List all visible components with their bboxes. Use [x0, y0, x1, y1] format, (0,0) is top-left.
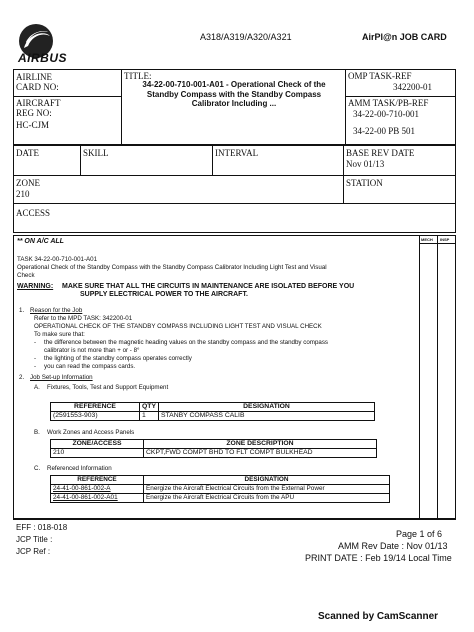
omp-task-ref-label: OMP TASK-REF [348, 71, 412, 81]
section-1-number: 1. [19, 307, 25, 314]
station-label: STATION [346, 178, 383, 188]
subsection-b-label: B. [34, 429, 40, 436]
skill-label: SKILL [83, 148, 109, 158]
section-1-ref: Refer to the MPD TASK: 342200-01 [34, 315, 133, 322]
access-label: ACCESS [16, 208, 51, 218]
applicability: ** ON A/C ALL [17, 238, 64, 245]
job-card-title: AirPl@n JOB CARD [362, 32, 447, 42]
section-1-bullet-1: the difference between the magnetic heading values on the standby compass and the standby compass [44, 339, 329, 346]
zones-table [50, 439, 377, 458]
table-header: DESIGNATION [159, 403, 375, 412]
table-header-row [51, 403, 375, 412]
bullet-dash: - [34, 355, 37, 362]
task-description-cont: Check [17, 272, 35, 279]
table-cell-link[interactable]: 24-41-00-861-002-A01 [51, 494, 144, 503]
table-cell: Energize the Aircraft Electrical Circuits from the APU [144, 494, 390, 503]
date-label: DATE [16, 148, 39, 158]
insp-column-label: INSP [440, 237, 450, 242]
warning-text-1: MAKE SURE THAT ALL THE CIRCUITS IN MAINTENANCE ARE ISOLATED BEFORE YOU [62, 283, 355, 290]
table-cell: STANBY COMPASS CALIB [159, 412, 375, 421]
aircraft-reg-value: HC-CJM [16, 120, 50, 130]
table-header: QTY [140, 403, 159, 412]
table-header: REFERENCE [51, 476, 144, 485]
section-1-bullet-2: the lighting of the standby compass operates correctly [44, 355, 192, 362]
jcp-ref-label: JCP Ref : [16, 547, 51, 556]
base-rev-date-value: Nov 01/13 [346, 159, 385, 169]
zone-value: 210 [16, 189, 30, 199]
airline-card-label: AIRLINE CARD NO: [16, 72, 59, 92]
table-header: ZONE DESCRIPTION [144, 440, 377, 449]
table-row [51, 449, 377, 458]
section-1-intro: To make sure that: [34, 331, 85, 338]
page-number: Page 1 of 6 [396, 529, 443, 539]
subsection-a-label: A. [34, 384, 40, 391]
base-rev-date-label: BASE REV DATE [346, 148, 415, 158]
subsection-c-label: C. [34, 465, 41, 472]
section-2-number: 2. [19, 374, 25, 381]
referenced-info-table [50, 475, 390, 503]
section-1-bullet-3: you can read the compass cards. [44, 363, 136, 370]
amm-pb-ref-value: 34-22-00 PB 501 [353, 126, 416, 136]
table-cell: Energize the Aircraft Electrical Circuits from the External Power [144, 485, 390, 494]
table-cell-link[interactable]: 24-41-00-861-002-A [51, 485, 144, 494]
task-title: 34-22-00-710-001-A01 - Operational Check of the Standby Compass with the Standby Compass Calibrator Including ... [142, 80, 326, 108]
table-header-row [51, 440, 377, 449]
table-row [51, 494, 390, 503]
subsection-a-title: Fixtures, Tools, Test and Support Equipment [47, 384, 169, 391]
jcp-title-label: JCP Title : [16, 535, 53, 544]
zone-label: ZONE [16, 178, 40, 188]
amm-task-ref-label: AMM TASK/PB-REF [348, 98, 429, 108]
subsection-c-title: Referenced Information [47, 465, 112, 472]
tools-table [50, 402, 375, 421]
task-description: Operational Check of the Standby Compass with the Standby Compass Calibrator Including Light Test and Visual [17, 264, 327, 271]
table-header-row [51, 476, 390, 485]
airbus-wordmark: AIRBUS [18, 51, 68, 65]
bullet-dash: - [34, 363, 37, 370]
subsection-b-title: Work Zones and Access Panels [47, 429, 135, 436]
interval-label: INTERVAL [215, 148, 259, 158]
amm-task-ref-value: 34-22-00-710-001 [353, 109, 419, 119]
table-header: REFERENCE [51, 403, 140, 412]
warning-label: WARNING: [17, 283, 54, 290]
amm-rev-date: AMM Rev Date : Nov 01/13 [338, 541, 448, 551]
table-header: DESIGNATION [144, 476, 390, 485]
table-header: ZONE/ACCESS [51, 440, 144, 449]
table-cell: CKPT,FWD COMPT BHD TO FLT COMPT BULKHEAD [144, 449, 377, 458]
warning-text-2: SUPPLY ELECTRICAL POWER TO THE AIRCRAFT. [80, 291, 248, 298]
table-cell: 1 [140, 412, 159, 421]
omp-task-ref-value: 342200-01 [393, 82, 432, 92]
section-1-bullet-1-cont: calibrator is not more than + or - 8° [44, 347, 140, 354]
table-row [51, 412, 375, 421]
effectivity: EFF : 018-018 [16, 523, 68, 532]
mech-column-label: MECH [421, 237, 433, 242]
title-label: TITLE: [124, 71, 152, 81]
section-2-title: Job Set-up Information [30, 374, 93, 381]
table-cell: 210 [51, 449, 144, 458]
section-1-check: OPERATIONAL CHECK OF THE STANDBY COMPASS INCLUDING LIGHT TEST AND VISUAL CHECK [34, 323, 322, 330]
table-cell: (2591553-903) [51, 412, 140, 421]
bullet-dash: - [34, 339, 37, 346]
table-row [51, 485, 390, 494]
section-1-title: Reason for the Job [30, 307, 83, 314]
task-number: TASK 34-22-00-710-001-A01 [17, 256, 98, 263]
print-date: PRINT DATE : Feb 19/14 Local Time [305, 553, 452, 563]
aircraft-models: A318/A319/A320/A321 [200, 32, 292, 42]
scanner-watermark: Scanned by CamScanner [318, 611, 439, 622]
aircraft-reg-label: AIRCRAFT REG NO: [16, 98, 61, 118]
